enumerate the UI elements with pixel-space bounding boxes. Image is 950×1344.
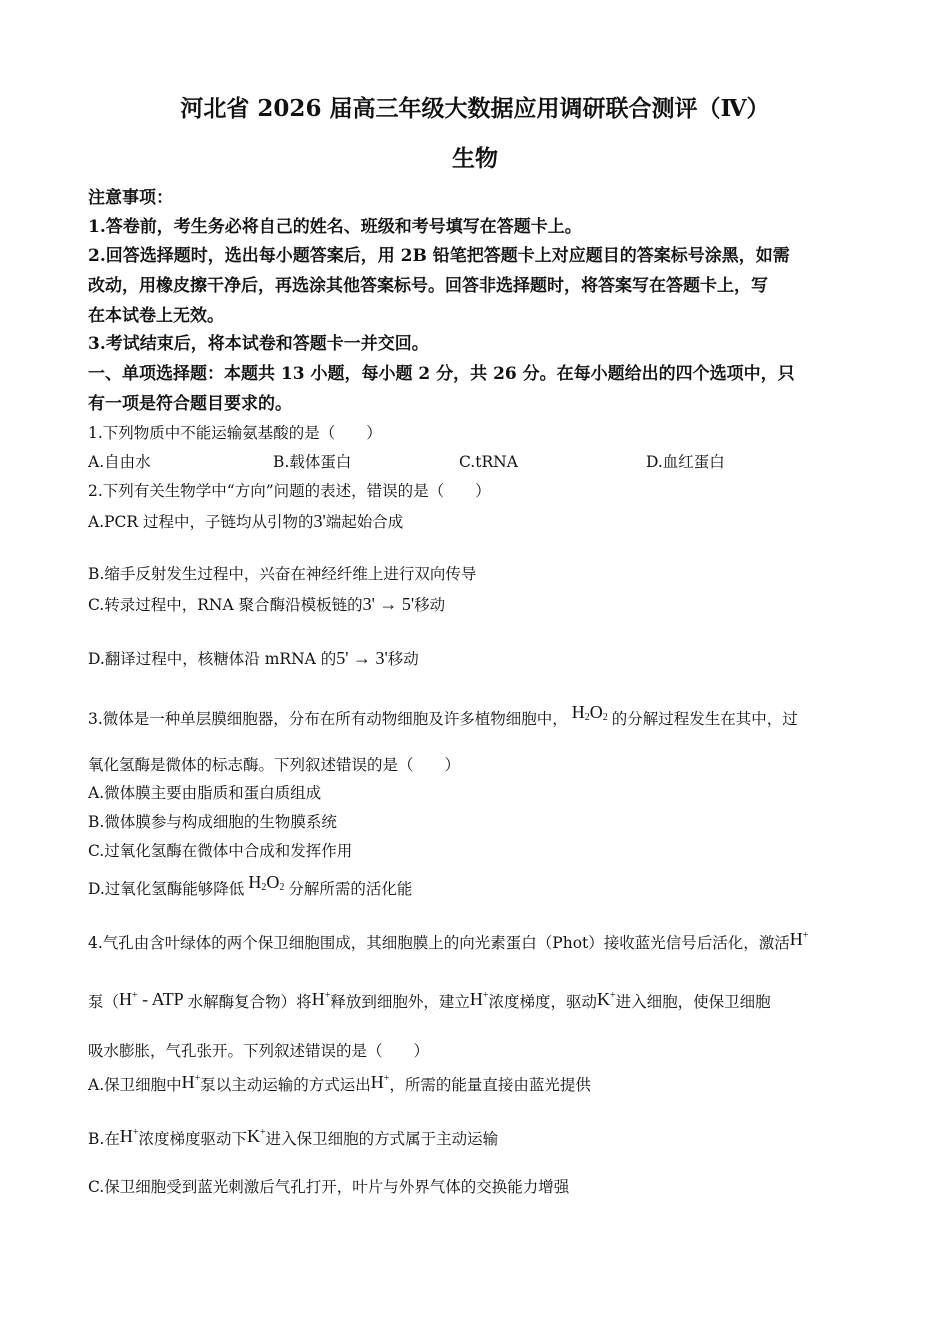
q3-option-d: D.过氧化氢酶能够降低 $H_2O_2$ 分解所需的活化能: [88, 872, 413, 898]
h2o2-formula: $H_2O_2$: [248, 872, 285, 893]
q2-option-a: A.PCR 过程中，子链均从引物的3'端起始合成: [88, 511, 404, 531]
h-plus-ion: H+: [789, 929, 809, 949]
q3-stem-line-1: 3.微体是一种单层膜细胞器，分布在所有动物细胞及许多植物细胞中， $H_2O_2$ 的分解过程发生在其中，过: [88, 702, 798, 728]
direction-notation: 3' → 5': [362, 594, 415, 614]
k-plus-ion: K+: [246, 1126, 266, 1146]
q4-stem-line-1: 4.气孔由含叶绿体的两个保卫细胞围成，其细胞膜上的向光素蛋白（Phot）接收蓝光信号后活化，激活H+: [88, 929, 809, 952]
h-plus-ion: H+: [181, 1072, 201, 1092]
q3-option-b: B.微体膜参与构成细胞的生物膜系统: [88, 813, 337, 831]
q3-option-c: C.过氧化氢酶在微体中合成和发挥作用: [88, 842, 353, 860]
q1-option-d: D.血红蛋白: [646, 453, 725, 471]
q3-option-a: A.微体膜主要由脂质和蛋白质组成: [88, 784, 322, 802]
q2-option-c: C.转录过程中，RNA 聚合酶沿模板链的3' → 5'移动: [88, 594, 446, 614]
q1-option-c: C.tRNA: [459, 453, 518, 471]
q4-option-c: C.保卫细胞受到蓝光刺激后气孔打开，叶片与外界气体的交换能力增强: [88, 1178, 570, 1196]
notes-item-1: 1.答卷前，考生务必将自己的姓名、班级和考号填写在答题卡上。: [88, 217, 582, 237]
section-1-line-1: 一、单项选择题：本题共 13 小题，每小题 2 分，共 26 分。在每小题给出的四个选项中，只: [88, 364, 795, 384]
q4-option-a: A.保卫细胞中H+泵以主动运输的方式运出H+，所需的能量直接由蓝光提供: [88, 1072, 591, 1094]
q3-stem-line-2: 氧化氢酶是微体的标志酶。下列叙述错误的是（ ）: [88, 756, 461, 774]
subject-title: 生物: [452, 145, 498, 172]
q1-option-b: B.载体蛋白: [273, 453, 352, 471]
notes-item-3: 3.考试结束后，将本试卷和答题卡一并交回。: [88, 334, 429, 354]
h-plus-atp-notation: H+ - ATP: [119, 989, 184, 1009]
q1-stem: 1.下列物质中不能运输氨基酸的是（ ）: [88, 424, 382, 442]
notes-heading: 注意事项：: [88, 188, 173, 208]
q4-stem-line-3: 吸水膨胀，气孔张开。下列叙述错误的是（ ）: [88, 1042, 430, 1060]
direction-notation: 5' → 3': [336, 648, 388, 668]
q2-option-d: D.翻译过程中，核糖体沿 mRNA 的5' → 3'移动: [88, 648, 419, 668]
notes-item-2-line-3: 在本试卷上无效。: [88, 306, 224, 326]
q4-option-b: B.在H+浓度梯度驱动下K+进入保卫细胞的方式属于主动运输: [88, 1126, 499, 1148]
q4-stem-line-2: 泵（H+ - ATP 水解酶复合物）将H+释放到细胞外，建立H+浓度梯度，驱动K+进入细胞，使保卫细胞: [88, 989, 771, 1011]
h-plus-ion: H+: [311, 989, 331, 1009]
q2-stem: 2.下列有关生物学中“方向”问题的表述，错误的是（ ）: [88, 482, 491, 500]
notes-item-2-line-2: 改动，用橡皮擦干净后，再选涂其他答案标号。回答非选择题时，将答案写在答题卡上，写: [88, 276, 768, 296]
h-plus-ion: H+: [370, 1072, 390, 1092]
notes-item-2-line-1: 2.回答选择题时，选出每小题答案后，用 2B 铅笔把答题卡上对应题目的答案标号涂黑，如需: [88, 246, 790, 266]
section-1-line-2: 有一项是符合题目要求的。: [88, 394, 292, 414]
k-plus-ion: K+: [597, 989, 616, 1009]
exam-title: 河北省 2026 届高三年级大数据应用调研联合测评（Ⅳ）: [180, 95, 770, 122]
prime-notation: 3': [313, 511, 326, 531]
h-plus-ion: H+: [119, 1126, 139, 1146]
q1-option-a: A.自由水: [88, 453, 151, 471]
h-plus-ion: H+: [469, 989, 489, 1009]
h2o2-formula: $H_2O_2$: [571, 702, 608, 723]
q2-option-b: B.缩手反射发生过程中，兴奋在神经纤维上进行双向传导: [88, 565, 477, 583]
